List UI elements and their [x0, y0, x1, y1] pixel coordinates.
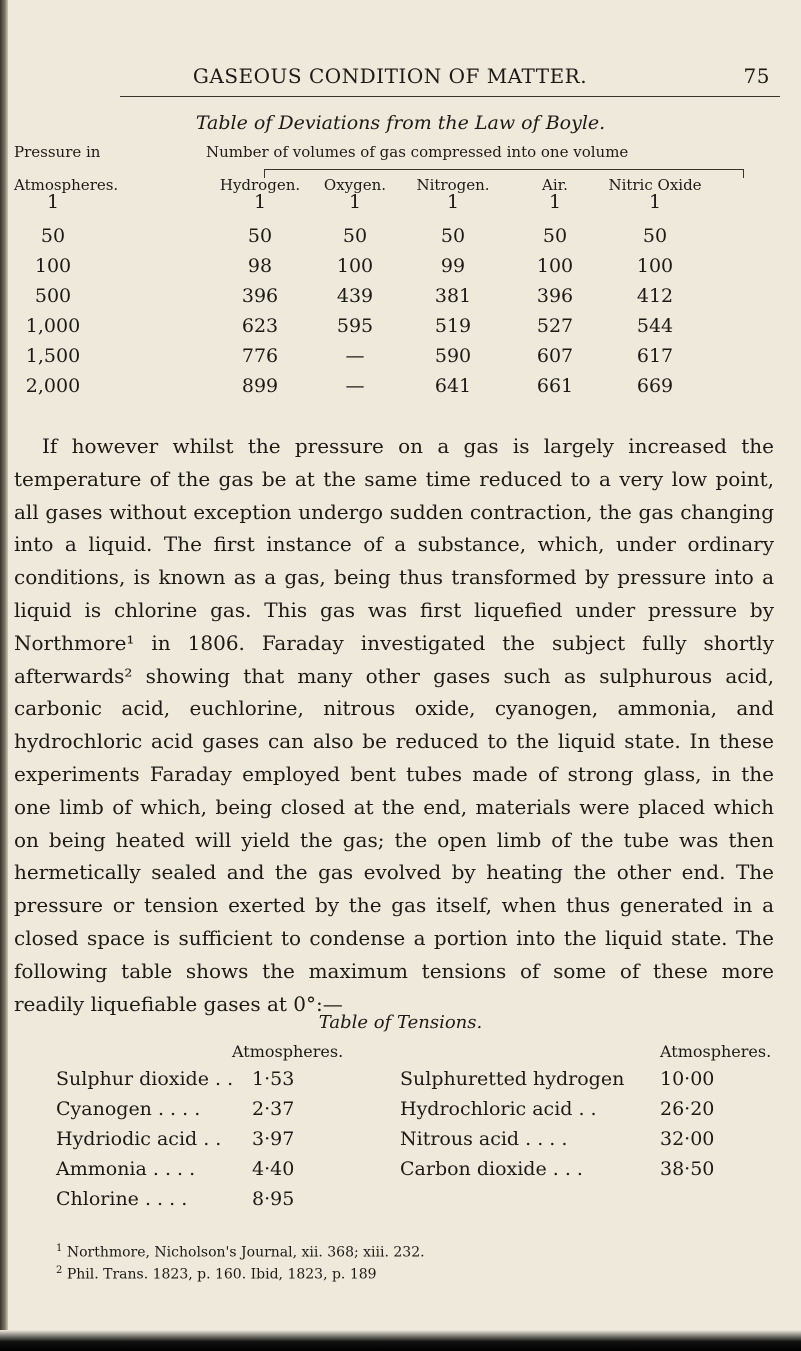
table1-value-cell: 661: [536, 375, 574, 397]
table1-row: [0, 375, 801, 403]
table2-gas-name: Sulphur dioxide . .: [56, 1068, 234, 1090]
table1-value-cell: 98: [247, 255, 273, 277]
table1-value-cell: 50: [542, 225, 568, 247]
table1-span-label: Number of volumes of gas compressed into one volume: [206, 143, 629, 161]
table2-tension-value: 8·95: [252, 1188, 295, 1210]
table1-value-cell: 1: [348, 191, 362, 213]
table1-value-cell: 607: [536, 345, 574, 367]
table1-value-cell: 50: [440, 225, 466, 247]
table1-column-header: Air.: [542, 176, 568, 194]
footnote-2: $^2$ Phil. Trans. 1823, p. 160. Ibid, 1823, p. 189: [56, 1264, 377, 1283]
table1-value-cell: 617: [636, 345, 674, 367]
table1-value-cell: 899: [241, 375, 279, 397]
table1-value-cell: 381: [434, 285, 472, 307]
table2-unit-right: Atmospheres.: [660, 1042, 772, 1061]
table2-unit-left: Atmospheres.: [232, 1042, 344, 1061]
table1-pressure-cell: 1,000: [25, 315, 81, 337]
table1-pressure-unit: Atmospheres.: [14, 176, 119, 194]
table2-gas-name: Hydriodic acid . .: [56, 1128, 222, 1150]
table1-value-cell: 439: [336, 285, 374, 307]
table1-value-cell: —: [345, 375, 365, 397]
table1-value-cell: 544: [636, 315, 674, 337]
table2-gas-name: Hydrochloric acid . .: [400, 1098, 597, 1120]
table1-value-cell: 412: [636, 285, 674, 307]
table1-value-cell: 396: [536, 285, 574, 307]
table1-value-cell: 396: [241, 285, 279, 307]
table2-gas-name: Nitrous acid . . . .: [400, 1128, 568, 1150]
table1-column-header: Nitrogen.: [416, 176, 490, 194]
table1-value-cell: 519: [434, 315, 472, 337]
table1-column-header: Hydrogen.: [219, 176, 301, 194]
table1-value-cell: 1: [548, 191, 562, 213]
table2-gas-name: Cyanogen . . . .: [56, 1098, 201, 1120]
table1-value-cell: 527: [536, 315, 574, 337]
table1-row: [0, 191, 801, 219]
table2-gas-name: Carbon dioxide . . .: [400, 1158, 583, 1180]
table1-value-cell: 641: [434, 375, 472, 397]
table1-value-cell: 1: [253, 191, 267, 213]
table1-value-cell: 50: [247, 225, 273, 247]
table2-tension-value: 2·37: [252, 1098, 295, 1120]
table2-tension-value: 38·50: [660, 1158, 715, 1180]
table2-tension-value: 3·97: [252, 1128, 295, 1150]
table1-value-cell: 99: [440, 255, 466, 277]
running-title: GASEOUS CONDITION OF MATTER.: [192, 64, 588, 88]
header-rule: [120, 96, 780, 97]
table1-value-cell: 595: [336, 315, 374, 337]
table2-tension-value: 10·00: [660, 1068, 715, 1090]
table2-tension-value: 32·00: [660, 1128, 715, 1150]
table1-row: [0, 345, 801, 373]
table1-column-header: Oxygen.: [323, 176, 387, 194]
table1-row: [0, 225, 801, 253]
table2-tension-value: 4·40: [252, 1158, 295, 1180]
table1-value-cell: 100: [636, 255, 674, 277]
table1-pressure-cell: 500: [34, 285, 72, 307]
page-number: 75: [743, 64, 770, 88]
table1-pressure-cell: 2,000: [25, 375, 81, 397]
table1-pressure-cell: 1: [46, 191, 60, 213]
table2-tension-value: 1·53: [252, 1068, 295, 1090]
table1-value-cell: 669: [636, 375, 674, 397]
footnotes: [56, 1240, 756, 1283]
table2-caption: Table of Tensions.: [318, 1012, 483, 1033]
table1-row: [0, 255, 801, 283]
table1-value-cell: 1: [648, 191, 662, 213]
table2-tension-value: 26·20: [660, 1098, 715, 1120]
table1-value-cell: 100: [536, 255, 574, 277]
page-bottom-edge: [0, 1330, 801, 1351]
table2-gas-name: Chlorine . . . .: [56, 1188, 188, 1210]
table1-value-cell: 100: [336, 255, 374, 277]
table1-row: [0, 315, 801, 343]
table1-value-cell: 590: [434, 345, 472, 367]
table1-column-header: Nitric Oxide: [608, 176, 702, 194]
footnote-1: $^1$ Northmore, Nicholson's Journal, xii. 368; xiii. 232.: [56, 1243, 425, 1261]
table1-pressure-label: Pressure in: [14, 143, 101, 161]
table1-value-cell: 623: [241, 315, 279, 337]
table2-gas-name: Sulphuretted hydrogen: [400, 1068, 625, 1090]
table1-value-cell: 1: [446, 191, 460, 213]
table1-value-cell: 50: [642, 225, 668, 247]
table1-value-cell: 50: [342, 225, 368, 247]
table1-pressure-cell: 100: [34, 255, 72, 277]
table1-value-cell: —: [345, 345, 365, 367]
table1-pressure-cell: 1,500: [25, 345, 81, 367]
body-paragraph-block: [14, 430, 774, 1020]
table1-row: [0, 285, 801, 313]
table2-gas-name: Ammonia . . . .: [56, 1158, 196, 1180]
table1-caption: Table of Deviations from the Law of Boyle.: [195, 112, 606, 134]
body-paragraph: If however whilst the pressure on a gas is largely increased the temperature of the gas be at the same time reduced to a very low point, all gases without exception undergo sudden contraction, the gas changing into a liquid. The first instance of a substance, which, under ordinary conditions, is known as a gas, being thus transformed by pressure into a liquid is chlorine gas. This gas was first liquefied under pressure by Northmore¹ in 1806. Faraday investigated the subject fully shortly afterwards² showing that many other gases such as sulphurous acid, carbonic acid, euchlorine, nitrous oxide, cyanogen, ammonia, and hydrochloric acid gases can also be reduced to the liquid state. In these experiments Faraday employed bent tubes made of strong glass, in the one limb of which, being closed at the end, materials were placed which on being heated will yield the gas; the open limb of the tube was then hermetically sealed and the gas evolved by heating the other end. The pressure or tension exerted by the gas itself, when thus generated in a closed space is sufficient to condense a portion into the liquid state. The following table shows the maximum tensions of some of these more readily liquefiable gases at 0°:—: [14, 434, 774, 1016]
table1-value-cell: 776: [241, 345, 279, 367]
table1-pressure-cell: 50: [40, 225, 66, 247]
